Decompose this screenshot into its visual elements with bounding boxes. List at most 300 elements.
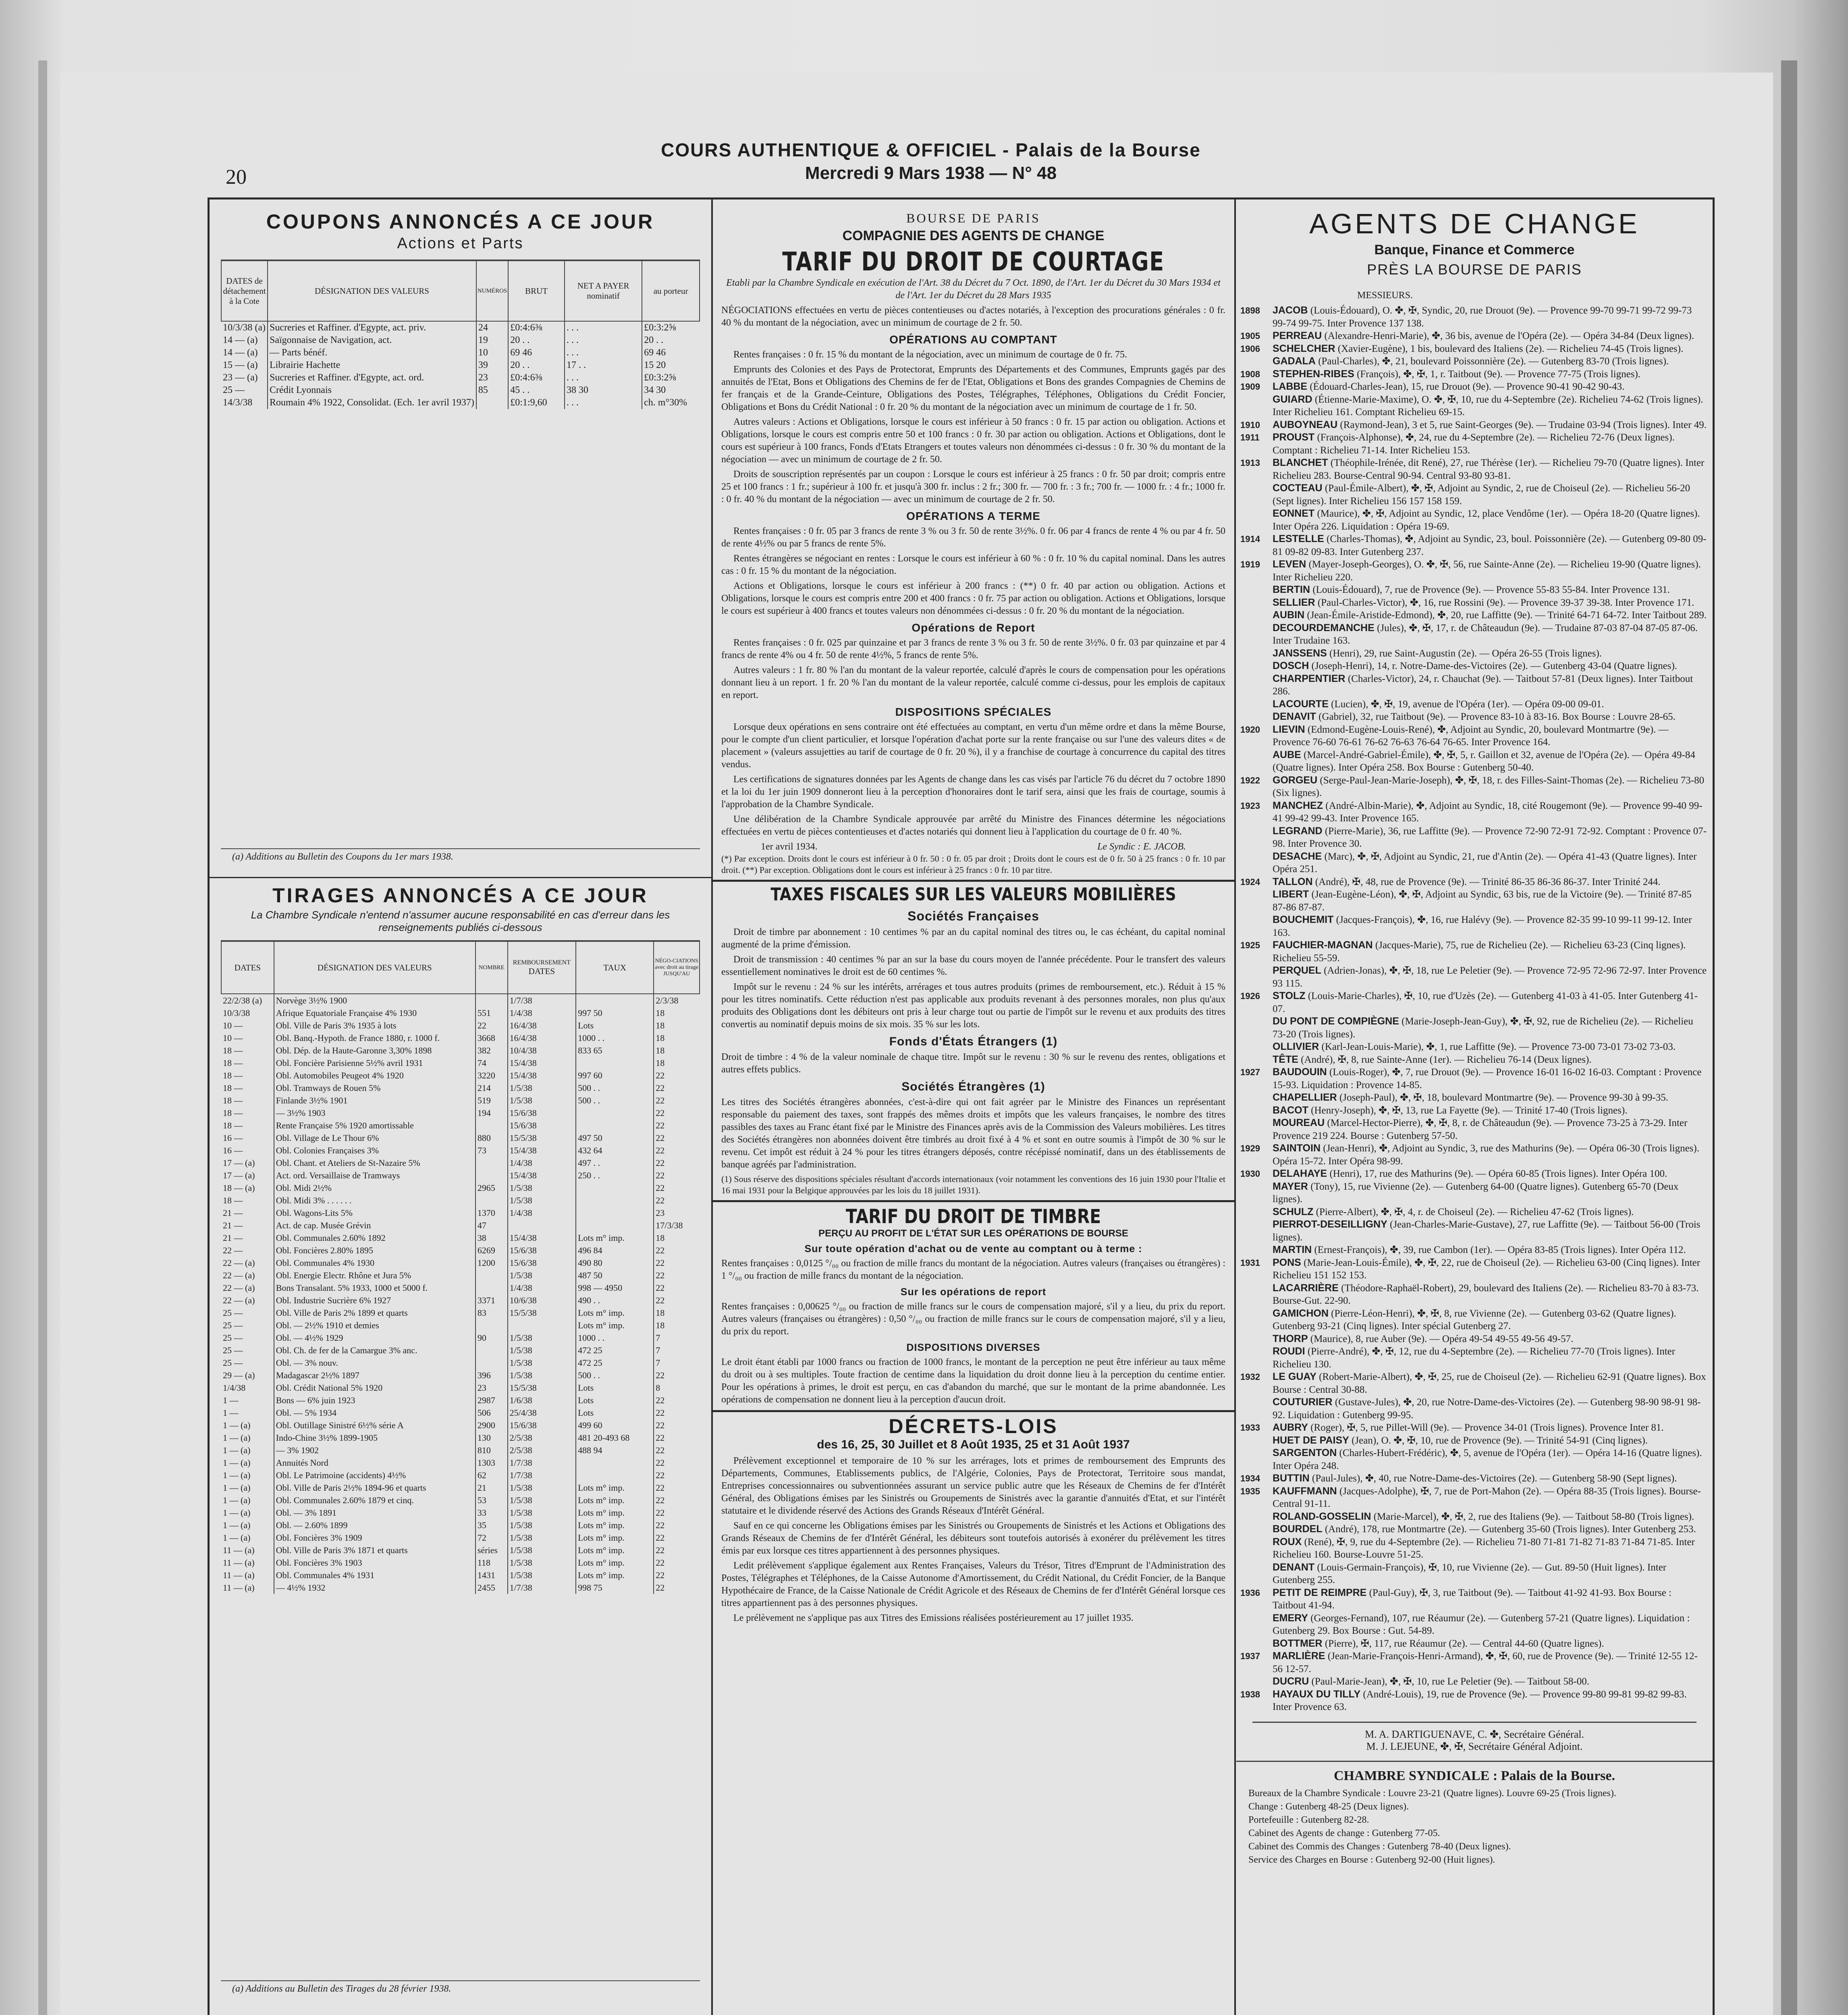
agent-entry xyxy=(1240,647,1707,660)
agent-address: (Louis-Édouard), 7, rue de Provence (9e). — Provence 55-83 55-84. Inter Provence 131. xyxy=(1312,584,1670,595)
table-cell xyxy=(508,1319,576,1332)
courtage-heading-speciales: DISPOSITIONS SPÉCIALES xyxy=(895,706,1052,718)
agent-details xyxy=(1273,1371,1707,1396)
agent-address: (Lucien), ✤, ✠, 19, avenue de l'Opéra (1er). — Opéra 09-00 09-01. xyxy=(1331,698,1604,710)
agent-entry xyxy=(1240,710,1707,723)
agent-entry xyxy=(1240,723,1707,749)
table-cell: 3220 xyxy=(475,1069,508,1082)
agent-address: (Gustave-Jules), ✤, 20, rue Notre-Dame-des-Victoires (2e). — Gutenberg 98-90 98-91 98-92. Liquidation : Gutenberg 99-95. xyxy=(1273,1397,1701,1421)
table-cell: 20 . . xyxy=(508,359,565,372)
agent-name: CHAPELLIER xyxy=(1273,1092,1337,1103)
content-frame xyxy=(208,197,1715,2015)
agent-address: (André), 178, rue Montmartre (2e). — Gutenberg 35-60 (Trois lignes). Inter Gutenberg 253. xyxy=(1325,1524,1696,1535)
agent-details xyxy=(1273,1244,1707,1257)
coupons-table xyxy=(221,260,700,409)
table-cell: 432 64 xyxy=(576,1144,654,1157)
agent-name: PROUST xyxy=(1273,432,1315,443)
agent-details xyxy=(1273,1447,1707,1472)
table-cell: Act. de cap. Musée Grévin xyxy=(274,1219,475,1232)
table-row xyxy=(221,1119,700,1132)
agent-address: (Jean-Henri), ✤, Adjoint au Syndic, 3, rue des Mathurins (9e). — Opéra 06-30 (Trois lignes). Opéra 15-72. Inter Opéra 98-99. xyxy=(1273,1143,1699,1167)
table-cell: Bons — 6% juin 1923 xyxy=(274,1394,475,1406)
agent-name: MANCHEZ xyxy=(1273,800,1323,811)
table-cell xyxy=(508,1219,576,1232)
agent-address: (Jean-Charles-Marie-Gustave), 27, rue Laffitte (9e). — Taitbout 56-00 (Trois lignes). xyxy=(1273,1219,1701,1243)
agent-details xyxy=(1273,1117,1707,1142)
agent-name: DENAVIT xyxy=(1273,711,1316,722)
chambre-line: Change : Gutenberg 48-25 (Deux lignes). xyxy=(1248,1801,1409,1812)
table-cell: Obl. Ville de Paris 3% 1935 à lots xyxy=(274,1019,475,1032)
table-cell: £0:1:9,60 xyxy=(508,397,565,409)
table-cell: 1 — (a) xyxy=(223,1433,251,1443)
timbre-text-3: Le droit étant établi par 1000 francs ou fraction de 1000 francs, le montant de la perception ne peut être inférieur au taux même du droit ou à ses multiples. Toute fraction de centime dans la liquidation du droit donne lieu à la perception du centime entier. Pour les opérations à primes, le droit est perçu, en cas d'abandon du marché, que sur le montant de la prime abandonnée. Les opérations de compensation ne donnent lieu à la perception d'aucun droit. xyxy=(721,1357,1225,1405)
coupons-table-body xyxy=(221,321,700,409)
agent-address: (Tony), 15, rue Vivienne (2e). — Gutenberg 64-00 (Quatre lignes). Gutenberg 65-70 (Deux lignes). xyxy=(1273,1181,1679,1205)
table-row xyxy=(221,1207,700,1219)
table-cell: 519 xyxy=(475,1094,508,1107)
table-cell: Obl. Ville de Paris 2½% 1894-96 et quarts xyxy=(274,1481,475,1494)
table-cell: 18 — xyxy=(223,1070,243,1080)
taxes-french-text xyxy=(712,926,1234,1031)
agent-entry xyxy=(1240,1510,1707,1523)
agent-entry xyxy=(1240,800,1707,825)
agent-address: (Louis-Édouard), O. ✤, ✠, Syndic, 20, rue Drouot (9e). — Provence 99-70 99-71 99-72 99-73 99-74 99-75. Inter Provence 137 138. xyxy=(1273,305,1692,329)
table-cell: £0:4:6⅜ xyxy=(508,372,565,384)
agent-entry xyxy=(1240,698,1707,711)
agent-name: BOURDEL xyxy=(1273,1523,1323,1535)
table-cell: Finlande 3½% 1901 xyxy=(274,1094,475,1107)
table-cell: 497 50 xyxy=(576,1132,654,1144)
table-cell: 1 — (a) xyxy=(223,1470,251,1480)
table-cell: . . . xyxy=(565,334,642,347)
table-cell: 22 xyxy=(654,1182,700,1194)
courtage-speciales-text xyxy=(712,721,1234,838)
table-cell: 20 . . xyxy=(508,334,565,347)
agent-name: MOUREAU xyxy=(1273,1117,1325,1128)
table-cell: Lots m° imp. xyxy=(576,1307,654,1319)
table-cell: 250 . . xyxy=(576,1169,654,1182)
courtage-terme-text xyxy=(712,525,1234,617)
agents-title: AGENTS DE CHANGE xyxy=(1309,208,1640,239)
agent-entry xyxy=(1240,1167,1707,1180)
agent-entry xyxy=(1240,1333,1707,1346)
agent-details xyxy=(1273,1523,1707,1536)
table-cell: 22 xyxy=(654,1456,700,1469)
table-cell: 15/5/38 xyxy=(508,1381,576,1394)
table-cell: 997 50 xyxy=(576,1007,654,1019)
table-cell xyxy=(476,397,508,409)
table-row xyxy=(221,1544,700,1556)
agent-year: 1908 xyxy=(1240,369,1260,379)
agent-entry xyxy=(1240,1637,1707,1650)
table-cell: 500 . . xyxy=(576,1369,654,1381)
coupons-title: COUPONS ANNONCÉS A CE JOUR xyxy=(266,210,655,233)
agent-entry xyxy=(1240,457,1707,482)
agent-name: LEGRAND xyxy=(1273,825,1323,837)
table-cell: Obl. Ch. de fer de la Camargue 3% anc. xyxy=(274,1344,475,1356)
agent-entry xyxy=(1240,393,1707,419)
agent-address: (Jacques-Adolphe), ✠, 7, rue de Port-Mahon (2e). — Opéra 88-35 (Trois lignes). Bourse-Central 91-11. xyxy=(1273,1485,1701,1509)
table-cell: Obl. Wagons-Lits 5% xyxy=(274,1207,475,1219)
column-agents xyxy=(1236,199,1713,2015)
agent-name: PETIT DE REIMPRE xyxy=(1273,1587,1367,1598)
table-cell: 1 — (a) xyxy=(223,1533,251,1543)
table-cell: 38 xyxy=(475,1232,508,1244)
table-cell: Obl. Dép. de la Haute-Garonne 3,30% 1898 xyxy=(274,1044,475,1057)
table-cell: 18 xyxy=(654,1044,700,1057)
agent-entry xyxy=(1240,304,1707,330)
agent-entry xyxy=(1240,558,1707,584)
agent-details xyxy=(1273,1218,1707,1244)
table-cell: Lots m° imp. xyxy=(576,1544,654,1556)
table-row xyxy=(221,1431,700,1444)
table-cell: 21 xyxy=(475,1481,508,1494)
taxes-title: TAXES FISCALES SUR LES VALEURS MOBILIÈRES xyxy=(770,884,1176,905)
table-cell: 15/6/38 xyxy=(508,1257,576,1269)
agent-name: PIERROT-DESEILLIGNY xyxy=(1273,1219,1387,1230)
table-cell: Lots m° imp. xyxy=(576,1531,654,1544)
agent-entry xyxy=(1240,1180,1707,1206)
agent-details xyxy=(1273,1510,1707,1523)
agent-address: (Pierre-André), ✤, ✠, 12, rue du 4-Septembre (2e). — Richelieu 77-70 (Trois lignes). Inter Richelieu 130. xyxy=(1273,1346,1676,1370)
agent-details xyxy=(1273,558,1707,584)
agent-entry xyxy=(1240,673,1707,698)
agent-year: 1930 xyxy=(1240,1169,1260,1179)
agent-entry xyxy=(1240,1345,1707,1371)
table-cell: 10 — xyxy=(223,1020,243,1030)
agent-name: BAUDOUIN xyxy=(1273,1066,1327,1078)
table-cell: 1/5/38 xyxy=(508,1332,576,1344)
agent-details xyxy=(1273,431,1707,457)
table-cell: 130 xyxy=(475,1431,508,1444)
table-cell: 1/5/38 xyxy=(508,1556,576,1569)
table-cell: Bons Transalant. 5% 1933, 1000 et 5000 f. xyxy=(274,1282,475,1294)
table-cell: 16 — xyxy=(223,1133,243,1143)
table-row xyxy=(221,1194,700,1207)
table-cell: 73 xyxy=(475,1144,508,1157)
table-cell: 2965 xyxy=(475,1182,508,1194)
taxes-sub-fonds: Fonds d'États Étrangers (1) xyxy=(889,1035,1058,1048)
table-cell: Afrique Equatoriale Française 4% 1930 xyxy=(274,1007,475,1019)
table-cell: 38 30 xyxy=(565,384,642,397)
agents-section xyxy=(1236,199,1713,1870)
courtage-heading-comptant: OPÉRATIONS AU COMPTANT xyxy=(889,333,1057,346)
agent-details xyxy=(1273,482,1707,507)
agent-details xyxy=(1273,1180,1707,1206)
table-cell: 1/4/38 xyxy=(223,1383,246,1393)
table-cell: 1/5/38 xyxy=(508,1481,576,1494)
agent-details xyxy=(1273,1053,1707,1066)
table-cell: 2/3/38 xyxy=(654,994,700,1007)
agent-entry xyxy=(1240,1561,1707,1587)
agent-entry xyxy=(1240,330,1707,343)
decrets-section xyxy=(712,1412,1234,1624)
table-row xyxy=(221,1019,700,1032)
table-cell: 69 46 xyxy=(508,347,565,359)
coupons-col-porteur: au porteur xyxy=(642,261,700,321)
table-cell: — Parts bénéf. xyxy=(268,347,476,359)
agent-details xyxy=(1273,749,1707,774)
table-cell: 15/6/38 xyxy=(508,1244,576,1257)
table-cell: 23 — (a) xyxy=(223,372,258,383)
table-cell: 15/6/38 xyxy=(508,1119,576,1132)
agent-name: LIEVIN xyxy=(1273,723,1305,735)
agent-address: (Jacques-François), ✤, 16, rue Halévy (9e). — Provence 82-35 99-10 99-11 99-12. Inter 163. xyxy=(1273,914,1692,938)
table-cell: Crédit Lyonnais xyxy=(268,384,476,397)
table-cell: . . . xyxy=(565,372,642,384)
agent-entry xyxy=(1240,749,1707,774)
agents-messieurs: MESSIEURS. xyxy=(1357,290,1413,301)
table-cell: 18 — xyxy=(223,1045,243,1055)
agent-year: 1926 xyxy=(1240,991,1260,1001)
agent-entry xyxy=(1240,507,1707,533)
agent-address: (André-Albin-Marie), ✤, Adjoint au Syndic, 18, cité Rougemont (9e). — Provence 99-40 99-41 99-42 99-43. Inter Provence 165. xyxy=(1273,800,1703,824)
agent-year: 1922 xyxy=(1240,775,1260,785)
agent-details xyxy=(1273,723,1707,749)
agent-name: MAYER xyxy=(1273,1180,1308,1192)
table-cell: 22 xyxy=(654,1519,700,1531)
timbre-heading-1: Sur toute opération d'achat ou de vente au comptant ou à terme : xyxy=(804,1243,1142,1255)
agent-entry xyxy=(1240,1421,1707,1434)
tirages-section xyxy=(210,878,711,1997)
agent-details xyxy=(1273,1066,1707,1091)
coupons-note: (a) Additions au Bulletin des Coupons du 1er mars 1938. xyxy=(221,848,700,865)
agent-name: BLANCHET xyxy=(1273,457,1328,468)
table-row xyxy=(221,1469,700,1481)
table-cell xyxy=(475,1194,508,1207)
table-cell: 1/5/38 xyxy=(508,1569,576,1581)
agent-entry xyxy=(1240,482,1707,507)
table-row xyxy=(221,1044,700,1057)
agent-address: (Maurice), 8, rue Auber (9e). — Opéra 49-54 49-55 49-56 49-57. xyxy=(1310,1333,1574,1344)
table-cell: 18 xyxy=(654,1319,700,1332)
table-cell: 1/5/38 xyxy=(508,1506,576,1519)
table-cell: Lots m° imp. xyxy=(576,1519,654,1531)
table-cell: 1/5/38 xyxy=(508,1369,576,1381)
table-cell: 16/4/38 xyxy=(508,1019,576,1032)
agent-details xyxy=(1273,1637,1707,1650)
taxes-french-paragraph: Impôt sur le revenu : 24 % sur les intérêts, arrérages et tous autres produits (primes de remboursement, etc.). Réduit à 15 % pour les titres nominatifs. Cette réduction n'est pas applicable aux produits revenant à des personnes morales, non plus qu'aux produits des Obligations dont les débiteurs ont pris à leur charge tout ou partie de l'impôt sur le revenu et aux produits des titres convertis au nominatif depuis moins de six mois. 35 % sur les lots. xyxy=(721,982,1225,1030)
table-cell: 7 xyxy=(654,1332,700,1344)
table-cell: 14 — (a) xyxy=(223,347,258,358)
agent-entry xyxy=(1240,1650,1707,1675)
agent-entry xyxy=(1240,1307,1707,1333)
agent-address: (André), ✠, 8, rue Sainte-Anne (1er). — Richelieu 76-14 (Deux lignes). xyxy=(1301,1054,1592,1065)
table-cell: 118 xyxy=(475,1556,508,1569)
comptant-paragraph: Rentes françaises : 0 fr. 15 % du montant de la négociation, avec un minimum de courtage de 0 fr. 75. xyxy=(733,349,1127,360)
agent-entry xyxy=(1240,1675,1707,1688)
table-cell: 396 xyxy=(475,1369,508,1381)
courtage-negotiations: NÉGOCIATIONS effectuées en vertu de pièces contentieuses ou d'actes notariés, à l'exception des procurations générales : 0 fr. 40 % du montant de la négociation, avec un minimum de courtage de 2 fr. 50. xyxy=(721,305,1225,328)
agent-details xyxy=(1273,1587,1707,1612)
table-cell: 1/7/38 xyxy=(508,994,576,1007)
table-cell: 22 xyxy=(654,1394,700,1406)
chambre-lines xyxy=(1236,1784,1713,1870)
agent-address: (Paul-Émile-Albert), ✤, ✠, Adjoint au Syndic, 2, rue de Choiseul (2e). — Richelieu 56-20 (Sept lignes). Inter Richelieu 156 157 158 159. xyxy=(1273,483,1690,507)
table-cell: 22 xyxy=(654,1444,700,1456)
table-cell: Obl. Colonies Françaises 3% xyxy=(274,1144,475,1157)
agent-details xyxy=(1273,1307,1707,1333)
table-row xyxy=(221,1356,700,1369)
agent-details xyxy=(1273,647,1707,660)
courtage-kicker-compagnie: COMPAGNIE DES AGENTS DE CHANGE xyxy=(842,228,1105,243)
agent-year: 1909 xyxy=(1240,382,1260,392)
table-cell: 2987 xyxy=(475,1394,508,1406)
table-cell: 53 xyxy=(475,1494,508,1506)
table-cell: 1/7/38 xyxy=(508,1456,576,1469)
table-cell: 17 — (a) xyxy=(223,1170,255,1180)
agents-divider xyxy=(1252,1722,1696,1723)
agent-address: (Raymond-Jean), 3 et 5, rue Saint-Georges (9e). — Trudaine 03-94 (Trois lignes). Inter 49. xyxy=(1340,419,1707,430)
table-cell: 16/4/38 xyxy=(508,1032,576,1044)
table-cell: Obl. Communales 2.60% 1892 xyxy=(274,1232,475,1244)
table-cell: 34 30 xyxy=(642,384,700,397)
table-cell: Obl. Foncière Parisienne 5½% avril 1931 xyxy=(274,1057,475,1069)
table-cell: . . . xyxy=(565,347,642,359)
table-cell: 1/5/38 xyxy=(508,1182,576,1194)
table-cell: 11 — (a) xyxy=(223,1570,255,1580)
table-cell: 22 xyxy=(654,1506,700,1519)
table-cell: 1/5/38 xyxy=(508,1269,576,1282)
coupons-col-dates: DATES de détachement à la Cote xyxy=(221,261,268,321)
speciales-paragraph: Lorsque deux opérations en sens contraire ont été effectuées au comptant, en vertu d'un même ordre et dans la même Bourse, pour le compte d'un client particulier, et lorsque l'opération d'achat porte sur la rente française ou sur l'une des valeurs dites « de placement » (valeurs assujetties au tarif de courtage de 0 fr. 20 %), il y a franchise de courtage à concurrence du capital des titres vendus. xyxy=(721,722,1225,770)
table-cell: 25 — xyxy=(223,385,245,395)
table-cell: Norvège 3½% 1900 xyxy=(274,994,475,1007)
table-row xyxy=(221,1269,700,1282)
table-cell: 472 25 xyxy=(576,1356,654,1369)
agent-entry xyxy=(1240,1066,1707,1091)
table-cell: Obl. Ville de Paris 2% 1899 et quarts xyxy=(274,1307,475,1319)
agent-details xyxy=(1273,1434,1707,1447)
courtage-comptant-text xyxy=(712,349,1234,506)
table-cell: 24 xyxy=(476,321,508,334)
table-cell: 1000 . . xyxy=(576,1032,654,1044)
table-row xyxy=(221,1581,700,1594)
column-tarifs xyxy=(712,199,1236,2015)
agent-name: LEVEN xyxy=(1273,559,1306,570)
agent-entry xyxy=(1240,533,1707,558)
table-cell: 18 — xyxy=(223,1083,243,1093)
agent-details xyxy=(1273,1041,1707,1053)
agent-address: (Joseph-Henri), 14, r. Notre-Dame-des-Victoires (2e). — Gutenberg 43-04 (Quatre lignes). xyxy=(1311,661,1678,671)
table-cell: 22 — xyxy=(223,1245,243,1255)
agent-entry xyxy=(1240,876,1707,889)
agent-year: 1923 xyxy=(1240,800,1260,811)
agent-entry xyxy=(1240,1218,1707,1244)
table-row xyxy=(221,372,700,384)
table-cell: 14 — (a) xyxy=(223,335,258,345)
table-row xyxy=(221,1082,700,1094)
table-cell: 45 . . xyxy=(508,384,565,397)
table-cell: 21 — xyxy=(223,1233,243,1243)
decrets-paragraph: Ledit prélèvement s'applique également aux Rentes Françaises, Valeurs du Trésor, Titres d'Emprunt de l'Administration des Postes, Télégraphes et Téléphones, de la Caisse Autonome d'Amortissement, du Crédit National, du Crédit Foncier, de la Banque Hypothécaire de France, de la Caisse Nationale de Crédit Agricole et des Réseaux de Chemins de fer d'Intérêt Général lorsque ces titres appartiennent pas à des personnes physiques. xyxy=(721,1560,1225,1608)
courtage-report-text xyxy=(712,637,1234,702)
table-row xyxy=(221,1007,700,1019)
agent-name: TÊTE xyxy=(1273,1053,1298,1065)
tirages-title: TIRAGES ANNONCÉS A CE JOUR xyxy=(272,884,648,907)
agent-entry xyxy=(1240,660,1707,673)
agent-name: LACOURTE xyxy=(1273,698,1329,710)
table-cell: 1/5/38 xyxy=(508,1494,576,1506)
agent-year: 1937 xyxy=(1240,1651,1260,1661)
table-cell: 2455 xyxy=(475,1581,508,1594)
agent-details xyxy=(1273,419,1707,432)
coupons-net-label: NET A PAYER xyxy=(577,281,629,291)
table-cell: 3668 xyxy=(475,1032,508,1044)
table-cell: Madagascar 2½% 1897 xyxy=(274,1369,475,1381)
table-cell: 10/4/38 xyxy=(508,1044,576,1057)
table-cell: 22 xyxy=(654,1556,700,1569)
table-cell: 15/5/38 xyxy=(508,1307,576,1319)
agent-details xyxy=(1273,1091,1707,1104)
table-cell: Obl. Banq.-Hypoth. de France 1880, r. 1000 f. xyxy=(274,1032,475,1044)
table-cell: 15/4/38 xyxy=(508,1169,576,1182)
decrets-paragraph: Prélèvement exceptionnel et temporaire de 10 % sur les arrérages, lots et primes de remboursement des Emprunts des Départements, Communes, Etablissements publics, de l'Algérie, Colonies, Pays de Protectorat, Territoire sous mandat, Entreprises concessionnaires ou subventionnées assurant un service public autre que les Réseaux de Chemins de fer d'Intérêt Général, des Obligations émises par les Sinistrés ou Groupements de Sinistrés avec la garantie d'annuités d'Etat, et sur l'intérêt statutaire et le dividende réservé des Actions des Grands Réseaux d'Intérêt Général. xyxy=(721,1456,1225,1516)
table-cell: . . . xyxy=(565,321,642,334)
table-cell: Lots m° imp. xyxy=(576,1494,654,1506)
table-cell: 62 xyxy=(475,1469,508,1481)
table-cell: 22 xyxy=(654,1244,700,1257)
agent-address: (Étienne-Marie-Maxime), O. ✤, ✠, 10, rue du 4-Septembre (2e). Richelieu 74-62 (Trois lignes). Inter Richelieu 161. Comptant Richelieu 69-15. xyxy=(1273,394,1703,418)
table-row xyxy=(221,1369,700,1381)
agent-name: BUTTIN xyxy=(1273,1473,1310,1484)
agent-name: AUBRY xyxy=(1273,1422,1308,1433)
agent-year: 1898 xyxy=(1240,305,1260,316)
table-row xyxy=(221,1032,700,1044)
agent-address: (Jean-Émile-Aristide-Edmond), ✤, 20, rue Laffitte (9e). — Trinité 64-71 64-72. Inter Taitbout 289. xyxy=(1307,610,1707,621)
agent-address: (Georges-Fernand), 107, rue Réaumur (2e). — Gutenberg 57-21 (Quatre lignes). Liquidation : Gutenberg 29. Box Bourse : Gut. 54-89. xyxy=(1273,1612,1690,1636)
agent-address: (Mayer-Joseph-Georges), O. ✤, ✠, 56, rue Sainte-Anne (2e). — Richelieu 19-90 (Quatre lignes). Inter Richelieu 220. xyxy=(1273,559,1701,583)
agent-address: (Marie-Marcel), ✤, ✠, 2, rue des Italiens (9e). — Taitbout 58-80 (Trois lignes). xyxy=(1373,1511,1694,1522)
agent-name: MARTIN xyxy=(1273,1244,1312,1255)
table-cell: 194 xyxy=(475,1107,508,1119)
tirages-note: (a) Additions au Bulletin des Tirages du 28 février 1938. xyxy=(221,1980,700,1997)
table-cell: 2/5/38 xyxy=(508,1431,576,1444)
agent-address: (Marcel-Hector-Pierre), ✤, ✠, 8, r. de Châteaudun (9e). — Provence 73-25 à 73-29. Inter Provence 219 224. Bourse : Gutenberg 57-50. xyxy=(1273,1118,1688,1141)
agent-details xyxy=(1273,393,1707,419)
agent-address: (Pierre-Léon-Henri), ✤, ✠, 8, rue Vivienne (2e). — Gutenberg 03-62 (Quatre lignes). Gutenberg 93-21 (Cinq lignes). Inter spécial Gutenberg 27. xyxy=(1273,1308,1676,1332)
table-cell: 1/7/38 xyxy=(508,1469,576,1481)
tirages-col-nombre: NOMBRE xyxy=(475,941,508,994)
table-cell: Obl. — 2.60% 1899 xyxy=(274,1519,475,1531)
tirages-table-body xyxy=(221,994,700,1594)
agent-address: (François), ✤, ✠, 1, r. Taitbout (9e). — Provence 77-75 (Trois lignes). xyxy=(1357,368,1641,380)
table-cell xyxy=(576,1057,654,1069)
agent-name: PERREAU xyxy=(1273,330,1322,341)
agent-details xyxy=(1273,1333,1707,1346)
table-cell: 1/5/38 xyxy=(508,1544,576,1556)
table-cell: 15/4/38 xyxy=(508,1232,576,1244)
agent-details xyxy=(1273,990,1707,1015)
table-cell: 23 xyxy=(654,1207,700,1219)
timbre-subtitle: PERÇU AU PROFIT DE L'ÉTAT SUR LES OPÉRATIONS DE BOURSE xyxy=(818,1228,1128,1239)
table-row xyxy=(221,334,700,347)
table-cell: 18 — xyxy=(223,1095,243,1105)
agent-details xyxy=(1273,1257,1707,1282)
table-cell: Obl. Energie Electr. Rhône et Jura 5% xyxy=(274,1269,475,1282)
tirages-remb-dates-label: DATES xyxy=(528,966,555,976)
table-row xyxy=(221,1232,700,1244)
page-number: 20 xyxy=(226,166,247,189)
table-row xyxy=(221,1307,700,1319)
agent-details xyxy=(1273,609,1707,622)
table-cell: Obl. Village de Le Thour 6% xyxy=(274,1132,475,1144)
report-paragraph: Rentes françaises : 0 fr. 025 par quinzaine et par 3 francs de rente 3 % ou 3 fr. 50 de rente 3½%. 0 fr. 03 par quinzaine et par 4 francs de rente 4% ou 4 fr. 50 de rente 4½%, 5 francs de rente 5%. xyxy=(721,638,1225,661)
agent-entry xyxy=(1240,343,1707,355)
agent-address: (Pierre-Albert), ✤, ✠, 4, r. de Choiseul (2e). — Richelieu 47-62 (Trois lignes). xyxy=(1316,1206,1634,1217)
table-cell: 11 — (a) xyxy=(223,1545,255,1555)
table-cell: 1000 . . xyxy=(576,1332,654,1344)
